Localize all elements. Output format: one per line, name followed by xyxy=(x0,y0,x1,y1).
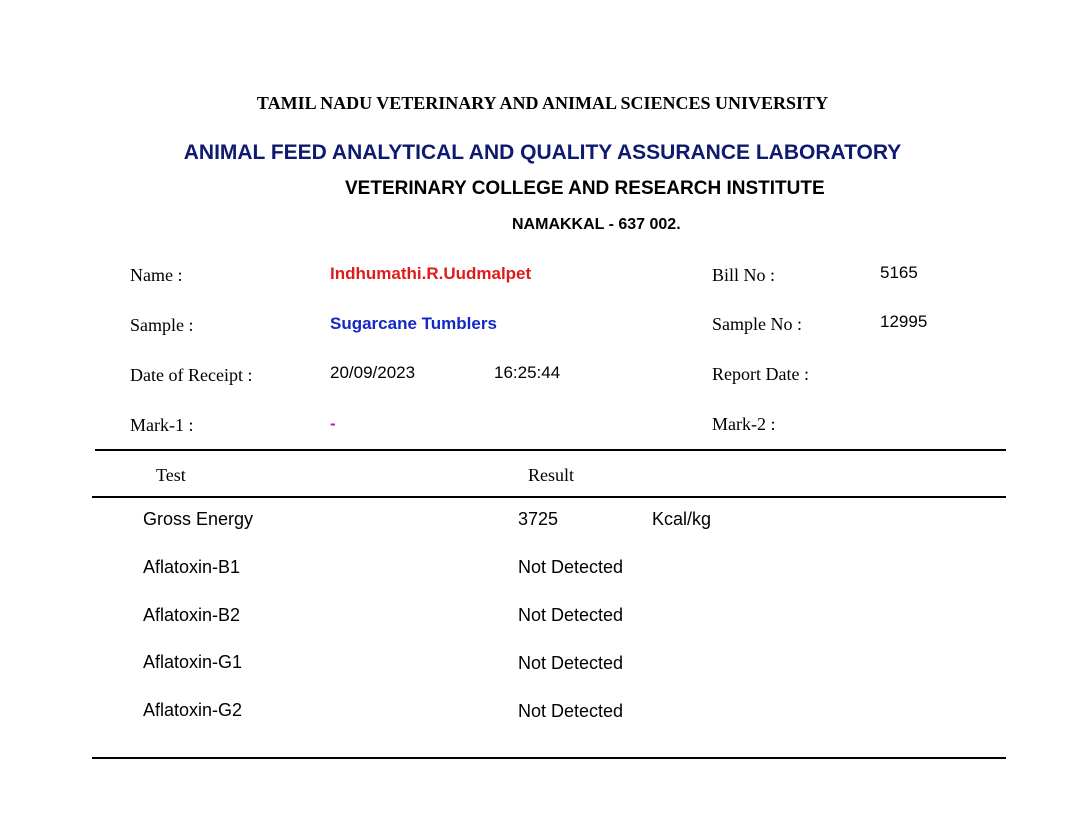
table-row-test: Gross Energy xyxy=(143,509,254,529)
table-row-test: Aflatoxin-B2 xyxy=(143,605,241,625)
table-top-rule xyxy=(95,449,1006,451)
report-date-label: Report Date : xyxy=(712,364,809,384)
mark-1-value: - xyxy=(330,414,336,433)
bill-no-label: Bill No : xyxy=(712,265,776,285)
table-bottom-rule xyxy=(92,757,1006,759)
table-row-test: Aflatoxin-G1 xyxy=(143,652,243,672)
result-column-header: Result xyxy=(528,465,575,485)
city-address: NAMAKKAL - 637 002. xyxy=(512,216,681,233)
table-row-test: Aflatoxin-B1 xyxy=(143,557,241,577)
mark-2-label: Mark-2 : xyxy=(712,414,776,434)
table-row-result: 3725 xyxy=(518,509,559,529)
date-of-receipt-value: 20/09/2023 xyxy=(330,363,416,382)
date-of-receipt-label: Date of Receipt : xyxy=(130,365,253,385)
table-header-rule xyxy=(92,496,1006,498)
table-row-result: Not Detected xyxy=(518,701,624,721)
college-title: VETERINARY COLLEGE AND RESEARCH INSTITUTE xyxy=(345,178,825,199)
test-column-header: Test xyxy=(156,465,186,485)
time-of-receipt-value: 16:25:44 xyxy=(494,363,561,382)
bill-no-value: 5165 xyxy=(880,263,918,282)
name-value: Indhumathi.R.Uudmalpet xyxy=(330,264,532,283)
table-row-test: Aflatoxin-G2 xyxy=(143,700,243,720)
laboratory-title: ANIMAL FEED ANALYTICAL AND QUALITY ASSURANCE LABORATORY xyxy=(183,141,902,164)
table-row-result: Not Detected xyxy=(518,653,624,673)
name-label: Name : xyxy=(130,265,183,285)
sample-value: Sugarcane Tumblers xyxy=(330,314,497,333)
sample-no-label: Sample No : xyxy=(712,314,802,334)
table-row-unit: Kcal/kg xyxy=(652,509,712,529)
table-row-result: Not Detected xyxy=(518,605,624,625)
table-row-result: Not Detected xyxy=(518,557,624,577)
university-title: TAMIL NADU VETERINARY AND ANIMAL SCIENCES UNIVERSITY xyxy=(256,93,829,113)
sample-no-value: 12995 xyxy=(880,312,928,331)
mark-1-label: Mark-1 : xyxy=(130,415,194,435)
sample-label: Sample : xyxy=(130,315,194,335)
